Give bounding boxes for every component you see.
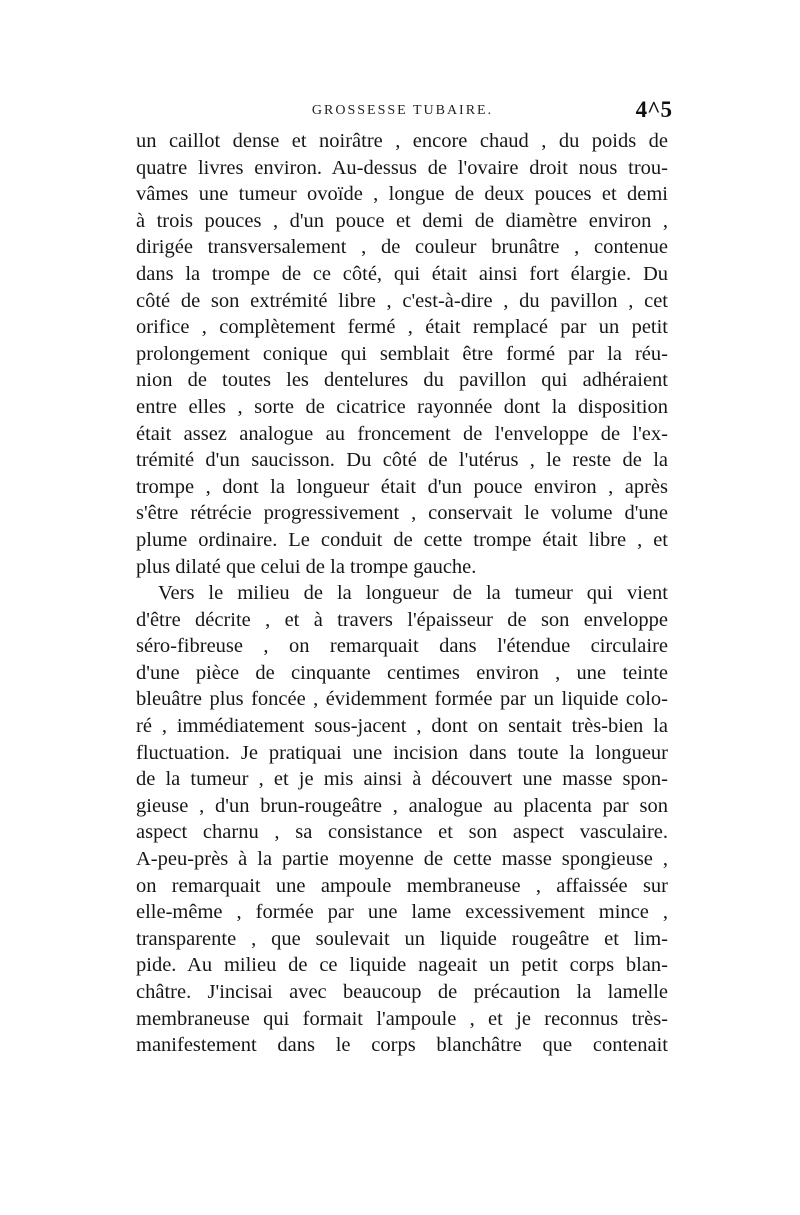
text-line: dans la trompe de ce côté, qui était ainsi fort élargie. Du bbox=[136, 262, 668, 285]
paragraph-start-line: Vers le milieu de la longueur de la tumeur qui vient bbox=[158, 582, 668, 605]
text-line: séro-fibreuse , on remarquait dans l'étendue circulaire bbox=[136, 635, 668, 658]
text-line: de la tumeur , et je mis ainsi à découvert une masse spon- bbox=[136, 768, 668, 791]
text-line: trémité d'un saucisson. Du côté de l'utérus , le reste de la bbox=[136, 449, 668, 472]
text-line: membraneuse qui formait l'ampoule , et je reconnus très- bbox=[136, 1007, 668, 1030]
text-line: dirigée transversalement , de couleur brunâtre , contenue bbox=[136, 236, 668, 259]
text-line: quatre livres environ. Au-dessus de l'ovaire droit nous trou- bbox=[136, 156, 668, 179]
text-line: était assez analogue au froncement de l'enveloppe de l'ex- bbox=[136, 422, 668, 445]
text-line: elle-même , formée par une lame excessivement mince , bbox=[136, 901, 668, 924]
text-line: s'être rétrécie progressivement , conservait le volume d'une bbox=[136, 502, 668, 525]
text-line: aspect charnu , sa consistance et son aspect vasculaire. bbox=[136, 821, 668, 844]
text-line: fluctuation. Je pratiquai une incision dans toute la longueur bbox=[136, 741, 668, 764]
text-line: transparente , que soulevait un liquide rougeâtre et lim- bbox=[136, 927, 668, 950]
paragraph-end-line: plus dilaté que celui de la trompe gauche. bbox=[136, 555, 477, 578]
page-header bbox=[135, 97, 670, 127]
text-line: entre elles , sorte de cicatrice rayonnée dont la disposition bbox=[136, 395, 668, 418]
text-line: ré , immédiatement sous-jacent , dont on sentait très-bien la bbox=[136, 715, 668, 738]
text-line: A-peu-près à la partie moyenne de cette masse spongieuse , bbox=[136, 848, 668, 871]
text-line: châtre. J'incisai avec beaucoup de précaution la lamelle bbox=[136, 981, 668, 1003]
text-line: vâmes une tumeur ovoïde , longue de deux pouces et demi bbox=[136, 183, 668, 206]
text-line: un caillot dense et noirâtre , encore chaud , du poids de bbox=[136, 130, 668, 152]
text-line: on remarquait une ampoule membraneuse , affaissée sur bbox=[136, 874, 668, 897]
text-line: à trois pouces , d'un pouce et demi de diamètre environ , bbox=[136, 209, 668, 232]
text-line: d'une pièce de cinquante centimes environ , une teinte bbox=[136, 661, 668, 684]
text-line: prolongement conique qui semblait être formé par la réu- bbox=[136, 342, 668, 365]
running-head: GROSSESSE TUBAIRE. bbox=[311, 103, 494, 118]
text-line: gieuse , d'un brun-rougeâtre , analogue au placenta par son bbox=[136, 794, 668, 817]
text-line: nion de toutes les dentelures du pavillon qui adhéraient bbox=[136, 369, 668, 392]
text-line: pide. Au milieu de ce liquide nageait un petit corps blan- bbox=[136, 954, 668, 977]
text-line: bleuâtre plus foncée , évidemment formée par un liquide colo- bbox=[136, 688, 668, 711]
text-line: d'être décrite , et à travers l'épaisseur de son enveloppe bbox=[136, 608, 668, 631]
text-line: trompe , dont la longueur était d'un pouce environ , après bbox=[136, 475, 668, 498]
page-number: 4^5 bbox=[635, 97, 672, 122]
text-line: côté de son extrémité libre , c'est-à-dire , du pavillon , cet bbox=[136, 289, 668, 312]
text-line: manifestement dans le corps blanchâtre que contenait bbox=[136, 1034, 668, 1057]
body-text bbox=[136, 128, 668, 1059]
text-line: orifice , complètement fermé , était remplacé par un petit bbox=[136, 316, 668, 339]
text-line: plume ordinaire. Le conduit de cette trompe était libre , et bbox=[136, 528, 668, 551]
